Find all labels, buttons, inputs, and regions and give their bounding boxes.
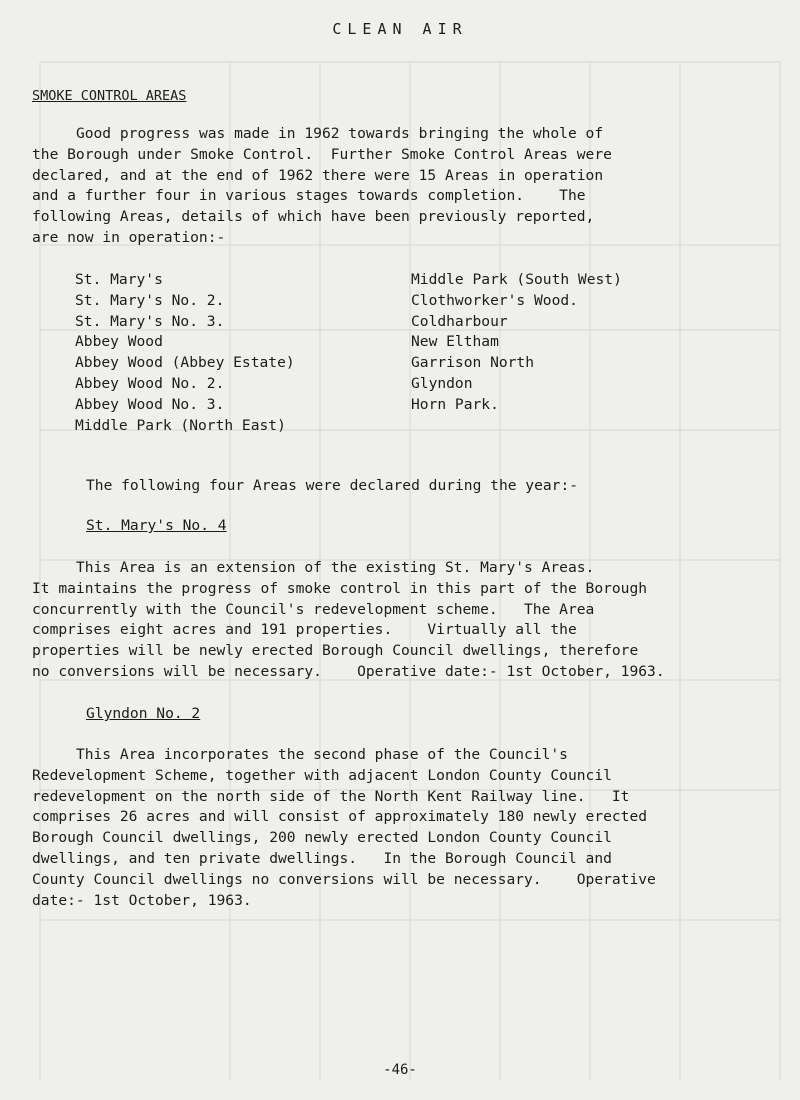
page-title: CLEAN AIR — [332, 20, 468, 38]
area-item: St. Mary's No. 2. — [75, 291, 225, 309]
area-item: Abbey Wood No. 3. — [75, 395, 225, 413]
area-item: St. Mary's No. 3. — [75, 312, 225, 330]
glyndon-2-heading: Glyndon No. 2 — [86, 705, 201, 722]
area-item: Garrison North — [411, 354, 535, 372]
page-number: -46- — [383, 1062, 417, 1078]
area-item: Middle Park (North East) — [75, 416, 286, 434]
area-item: Glyndon — [411, 374, 473, 392]
area-item: New Eltham — [411, 333, 499, 351]
area-item: Abbey Wood (Abbey Estate) — [75, 354, 295, 372]
section-heading: SMOKE CONTROL AREAS — [32, 88, 187, 104]
area-item: Abbey Wood — [75, 333, 163, 351]
area-item: Middle Park (South West) — [411, 271, 622, 288]
st-marys-4-heading: St. Mary's No. 4 — [86, 517, 227, 534]
glyndon-2-paragraph: This Area incorporates the second phase of the Council's Redevelopment Scheme, together with adjacent London County Council redevelopment on the north side of the North Kent Railway line. It comprises 26 acres and will consist of approximately 180 newly erected Borough Council dwellings, 200 newly erected London County Council dwellings, and ten private dwellings. In the Borough Council and County Council dwellings no conversions will be necessary. Operative date:- 1st October, 1963. — [32, 746, 656, 909]
area-item: Horn Park. — [411, 395, 499, 413]
st-marys-4-paragraph: This Area is an extension of the existing St. Mary's Areas. It maintains the progress of smoke control in this part of the Borough concurrently with the Council's redevelopment scheme. The Area comprises eight acres and 191 properties. Virtually all the properties will be newly erected Borough Council dwellings, therefore no conversions will be necessary. Operative date:- 1st October, 1963. — [32, 559, 665, 680]
area-item: St. Mary's — [75, 271, 163, 288]
intro-paragraph: Good progress was made in 1962 towards bringing the whole of the Borough under Smoke Control. Further Smoke Control Areas were declared, and at the end of 1962 there were 15 Areas in operation and a further four in various stages towards completion. The following Areas, details of which have been previously reported, are now in operation:- — [32, 125, 612, 246]
areas-right-column — [411, 270, 622, 416]
area-item: Abbey Wood No. 2. — [75, 374, 225, 392]
areas-left-column — [75, 270, 295, 436]
area-item: Coldharbour — [411, 312, 508, 330]
area-item: Clothworker's Wood. — [411, 291, 578, 309]
declared-intro: The following four Areas were declared during the year:- — [86, 477, 579, 494]
